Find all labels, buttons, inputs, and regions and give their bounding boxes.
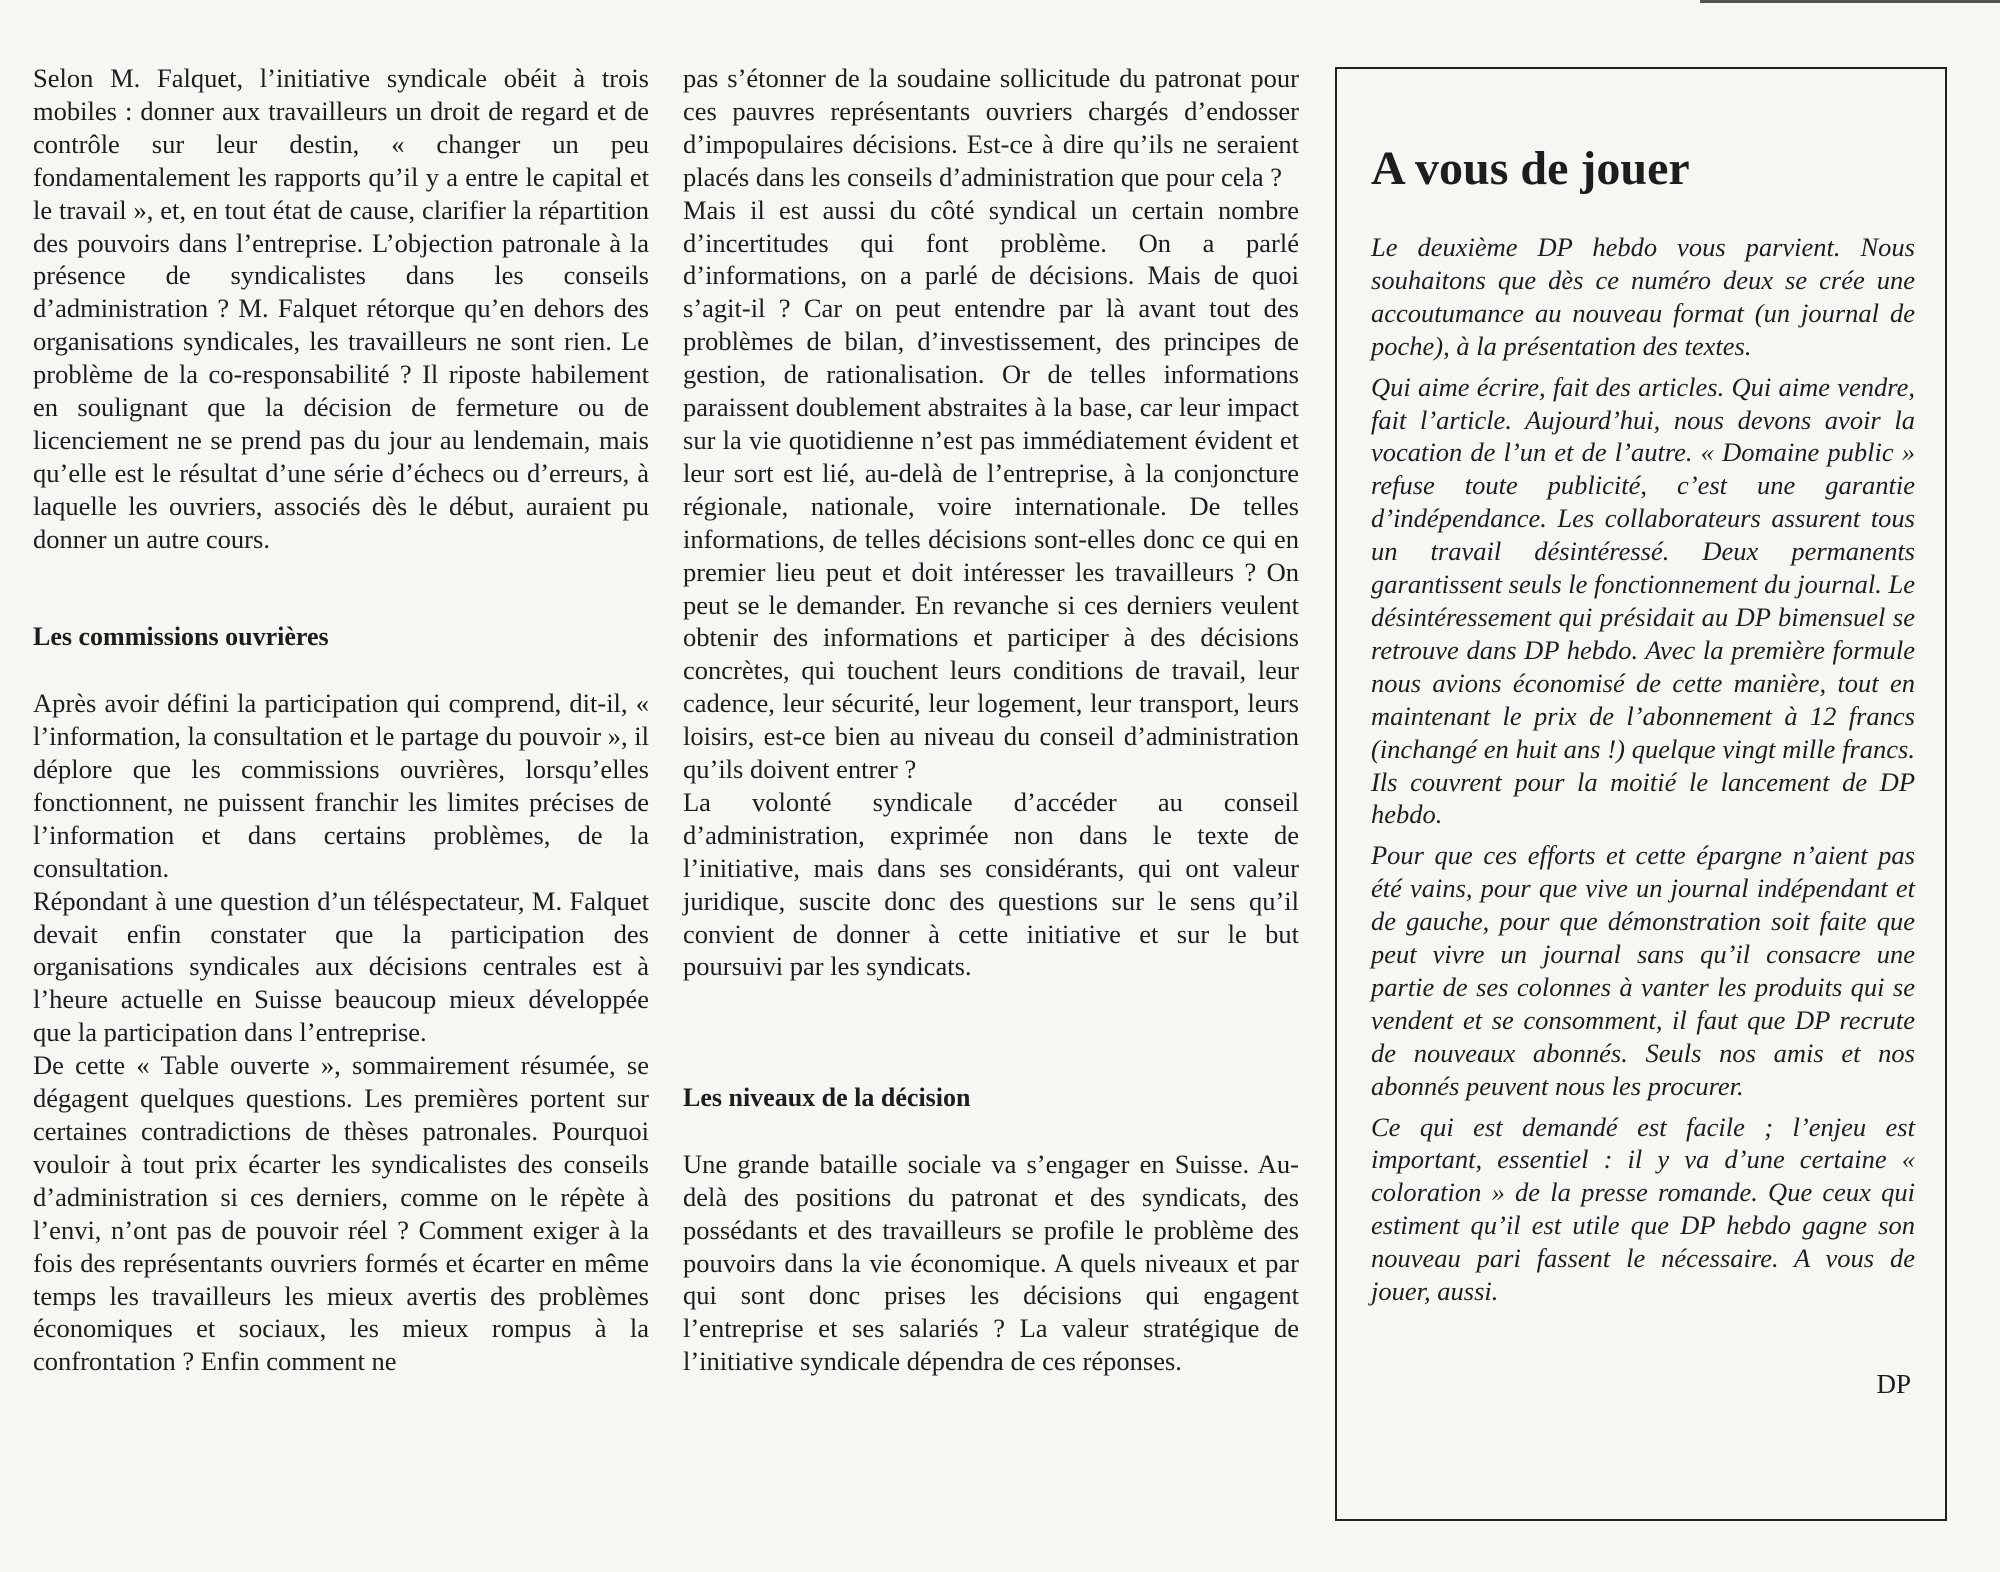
article-column-middle (683, 62, 1299, 1378)
article-column-left (33, 62, 649, 1378)
editorial-signature: DP (1876, 1369, 1911, 1399)
editorial-paragraph: Le deuxième DP hebdo vous parvient. Nous souhaitons que dès ce numéro deux se crée une accoutumance au nouveau format (un journal de poche), à la présentation des textes. (1371, 232, 1915, 361)
editorial-paragraph: Ce qui est demandé est facile ; l’enjeu est important, essentiel : il y va d’une certaine « coloration » de la presse romande. Que ceux qui estiment qu’il est utile que DP hebdo gagne son nouveau pari fassent le nécessaire. A vous de jouer, aussi. (1371, 1111, 1915, 1307)
editorial-box (1335, 67, 1947, 1521)
article-paragraph: De cette « Table ouverte », sommairement résumée, se dégagent quelques questions. Les premières portent sur certaines contradictions de thèses patronales. Pourquoi vouloir à tout prix écarter les syndicalistes des conseils d’administration si ces derniers, comme on le répète à l’envi, n’ont pas de pouvoir réel ? Comment exiger à la fois des représentants ouvriers formés et écarter en même temps les travailleurs les mieux avertis des problèmes économiques et sociaux, les mieux rompus à la confrontation ? Enfin comment ne (33, 1050, 649, 1377)
article-paragraph: Une grande bataille sociale va s’engager en Suisse. Au-delà des positions du patronat et des syndicats, des possédants et des travailleurs se profile le problème des pouvoirs dans la vie économique. A quels niveaux et par qui sont donc prises les décisions qui engagent l’entreprise et ses salariés ? La valeur stratégique de l’initiative syndicale dépendra de ces réponses. (683, 1148, 1299, 1377)
article-paragraph: Mais il est aussi du côté syndical un certain nombre d’incertitudes qui font problème. On a parlé d’informations, on a parlé de décisions. Mais de quoi s’agit-il ? Car on peut entendre par là avant tout des problèmes de bilan, d’investissement, des principes de gestion, de rationalisation. Or de telles informations paraissent doublement abstraites à la base, car leur impact sur la vie quotidienne n’est pas immédiatement évident et leur sort est lié, au-delà de l’entreprise, à la conjoncture régionale, nationale, voire internationale. De telles informations, de telles décisions sont-elles donc ce qui en premier lieu peut et doit intéresser les travailleurs ? On peut se le demander. En revanche si ces derniers veulent obtenir des informations et participer à des décisions concrètes, qui touchent leurs conditions de travail, leur cadence, leur sécurité, leur logement, leur transport, leurs loisirs, est-ce bien au niveau du conseil d’administration qu’ils doivent entrer ? (683, 194, 1299, 785)
editorial-title: A vous de jouer (1371, 142, 1690, 195)
editorial-body (1371, 231, 1915, 1316)
article-paragraph: Selon M. Falquet, l’initiative syndicale obéit à trois mobiles : donner aux travailleurs un droit de regard et de contrôle sur leur destin, « changer un peu fondamentalement les rapports qu’il y a entre le capital et le travail », et, en tout état de cause, clarifier la répartition des pouvoirs dans l’entreprise. L’objection patronale à la présence de syndicalistes dans les conseils d’administration ? M. Falquet rétorque qu’en dehors des organisations syndicales, les travailleurs ne sont rien. Le problème de la co-responsabilité ? Il riposte habilement en soulignant que la décision de fermeture ou de licenciement ne se prend pas du jour au lendemain, mais qu’elle est le résultat d’une série d’échecs ou d’erreurs, à laquelle les ouvriers, associés dès le début, auraient pu donner un autre cours. (33, 63, 649, 554)
article-paragraph: Après avoir défini la participation qui comprend, dit-il, « l’information, la consultation et le partage du pouvoir », il déplore que les commissions ouvrières, lorsqu’elles fonctionnent, ne puissent franchir les limites précises de l’information et dans certains problèmes, de la consultation. (33, 688, 649, 883)
section-heading-niveaux: Les niveaux de la décision (683, 1083, 971, 1113)
article-paragraph: pas s’étonner de la soudaine sollicitude du patronat pour ces pauvres représentants ouvriers chargés d’endosser d’impopulaires décisions. Est-ce à dire qu’ils ne seraient placés dans les conseils d’administration que pour cela ? (683, 63, 1299, 192)
editorial-paragraph: Qui aime écrire, fait des articles. Qui aime vendre, fait l’article. Aujourd’hui, nous devons avoir la vocation de l’un et de l’autre. « Domaine public » refuse toute publicité, c’est une garantie d’indépendance. Les collaborateurs assurent tous un travail désintéressé. Deux permanents garantissent seuls le fonctionnement du journal. Le désintéressement qui présidait au DP bimensuel se retrouve dans DP hebdo. Avec la première formule nous avions économisé de cette manière, tout en maintenant le prix de l’abonnement à 12 francs (inchangé en huit ans !) quelque vingt mille francs. Ils couvrent pour la moitié le lancement de DP hebdo. (1371, 371, 1915, 830)
article-paragraph: Répondant à une question d’un téléspectateur, M. Falquet devait enfin constater que la participation des organisations syndicales aux décisions centrales est à l’heure actuelle en Suisse beaucoup mieux développée que la participation dans l’entreprise. (33, 885, 649, 1048)
article-paragraph: La volonté syndicale d’accéder au conseil d’administration, exprimée non dans le texte de l’initiative, mais dans ses considérants, qui ont valeur juridique, suscite donc des questions sur le sens qu’il convient de donner à cette initiative et sur le but poursuivi par les syndicats. (683, 786, 1299, 982)
editorial-paragraph: Pour que ces efforts et cette épargne n’aient pas été vains, pour que vive un journal indépendant et de gauche, pour que démonstration soit faite que peut vivre un journal sans qu’il consacre une partie de ses colonnes à vanter les produits qui se vendent et se consomment, il faut que DP recrute de nouveaux abonnés. Seuls nos amis et nos abonnés peuvent nous les procurer. (1371, 840, 1915, 1101)
section-heading-commissions: Les commissions ouvrières (33, 622, 329, 652)
top-edge-rule (1700, 0, 2000, 3)
